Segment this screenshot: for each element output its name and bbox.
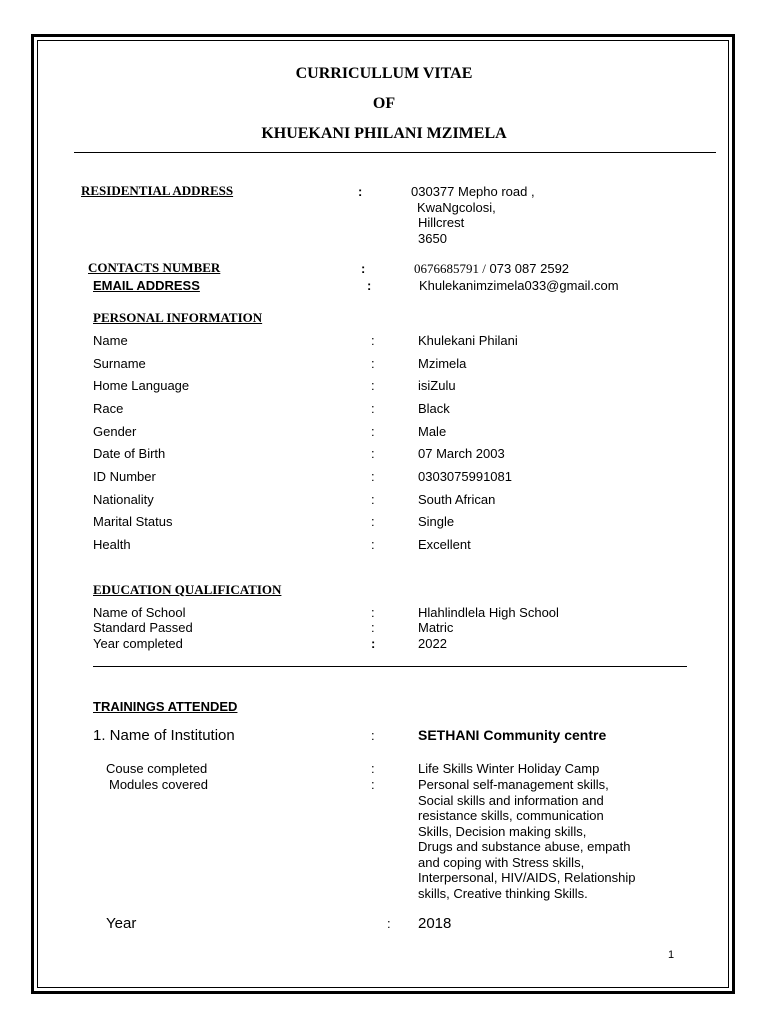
address-value <box>411 184 535 246</box>
address-label: RESIDENTIAL ADDRESS <box>81 183 234 198</box>
row-value: Khulekani Philani <box>418 333 518 348</box>
year-colon: : <box>387 916 391 931</box>
year-label: Year <box>106 915 137 932</box>
modules-label: Modules covered <box>109 777 208 792</box>
row-colon: : <box>371 446 375 461</box>
modules-value <box>418 777 636 901</box>
cv-candidate-name: KHUEKANI PHILANI MZIMELA <box>261 125 507 142</box>
row-label: Nationality <box>93 492 154 507</box>
modules-line: Social skills and information and <box>418 792 604 808</box>
trainings-heading: TRAININGS ATTENDED <box>93 699 238 714</box>
row-colon: : <box>371 401 375 416</box>
modules-line: resistance skills, communication <box>418 808 604 823</box>
address-line-4: 3650 <box>418 230 447 246</box>
row-label: Standard Passed <box>93 620 193 635</box>
email-colon: : <box>367 278 372 293</box>
contacts-value-primary: 0676685791 / <box>414 261 486 276</box>
row-label: Year completed <box>93 636 183 651</box>
row-value: isiZulu <box>418 378 456 393</box>
row-colon: : <box>371 636 376 651</box>
row-colon: : <box>371 356 375 371</box>
course-colon: : <box>371 761 375 776</box>
row-value: Black <box>418 401 450 416</box>
modules-colon: : <box>371 777 375 792</box>
row-label: Surname <box>93 356 146 371</box>
row-value: 0303075991081 <box>418 469 512 484</box>
row-value: Matric <box>418 620 454 635</box>
row-colon: : <box>371 469 375 484</box>
contacts-value <box>414 261 569 277</box>
cv-title-of: OF <box>372 95 396 112</box>
row-colon: : <box>371 620 375 635</box>
personal-info-heading: PERSONAL INFORMATION <box>93 310 263 325</box>
education-heading: EDUCATION QUALIFICATION <box>93 582 282 597</box>
course-value: Life Skills Winter Holiday Camp <box>418 761 600 776</box>
address-colon: : <box>358 184 363 199</box>
row-value: Mzimela <box>418 356 467 371</box>
year-value: 2018 <box>418 915 452 932</box>
row-colon: : <box>371 378 375 393</box>
education-divider <box>93 666 687 667</box>
course-label: Couse completed <box>106 761 208 776</box>
email-label: EMAIL ADDRESS <box>93 278 200 293</box>
row-colon: : <box>371 514 375 529</box>
row-colon: : <box>371 605 375 620</box>
page-number: 1 <box>668 949 675 961</box>
cv-title: CURRICULLUM VITAE <box>295 65 473 82</box>
row-label: Date of Birth <box>93 446 166 461</box>
address-line-1: 030377 Mepho road , <box>411 184 535 199</box>
address-line-3: Hillcrest <box>418 215 465 230</box>
row-colon: : <box>371 492 375 507</box>
email-value: Khulekanimzimela033@gmail.com <box>419 278 619 293</box>
institution-value: SETHANI Community centre <box>418 727 607 743</box>
institution-colon: : <box>371 728 375 743</box>
contacts-value-secondary: 073 087 2592 <box>489 261 570 276</box>
row-value: South African <box>418 492 496 507</box>
modules-line: Skills, Decision making skills, <box>418 823 587 839</box>
row-colon: : <box>371 333 375 348</box>
contacts-colon: : <box>361 261 366 276</box>
row-value: Hlahlindlela High School <box>418 605 559 620</box>
row-value: 07 March 2003 <box>418 446 505 461</box>
row-label: Name of School <box>93 605 186 620</box>
row-label: Home Language <box>93 378 190 393</box>
modules-line: Drugs and substance abuse, empath <box>418 839 631 854</box>
modules-line: skills, Creative thinking Skills. <box>418 885 588 901</box>
modules-line: Interpersonal, HIV/AIDS, Relationship <box>418 870 636 885</box>
modules-line: and coping with Stress skills, <box>418 854 585 870</box>
header-divider <box>74 152 716 153</box>
row-value: 2022 <box>418 636 447 651</box>
row-value: Male <box>418 424 447 439</box>
contacts-label: CONTACTS NUMBER <box>88 260 221 275</box>
row-label: Name <box>93 333 128 348</box>
institution-label: 1. Name of Institution <box>93 727 235 744</box>
row-label: ID Number <box>93 469 156 484</box>
row-label: Race <box>93 401 124 416</box>
row-colon: : <box>371 424 375 439</box>
row-value: Excellent <box>418 537 471 552</box>
address-line-2: KwaNgcolosi, <box>417 199 496 215</box>
row-label: Health <box>93 537 131 552</box>
row-label: Gender <box>93 424 137 439</box>
row-value: Single <box>418 514 455 529</box>
row-colon: : <box>371 537 375 552</box>
row-label: Marital Status <box>93 514 173 529</box>
modules-line: Personal self-management skills, <box>418 777 609 792</box>
